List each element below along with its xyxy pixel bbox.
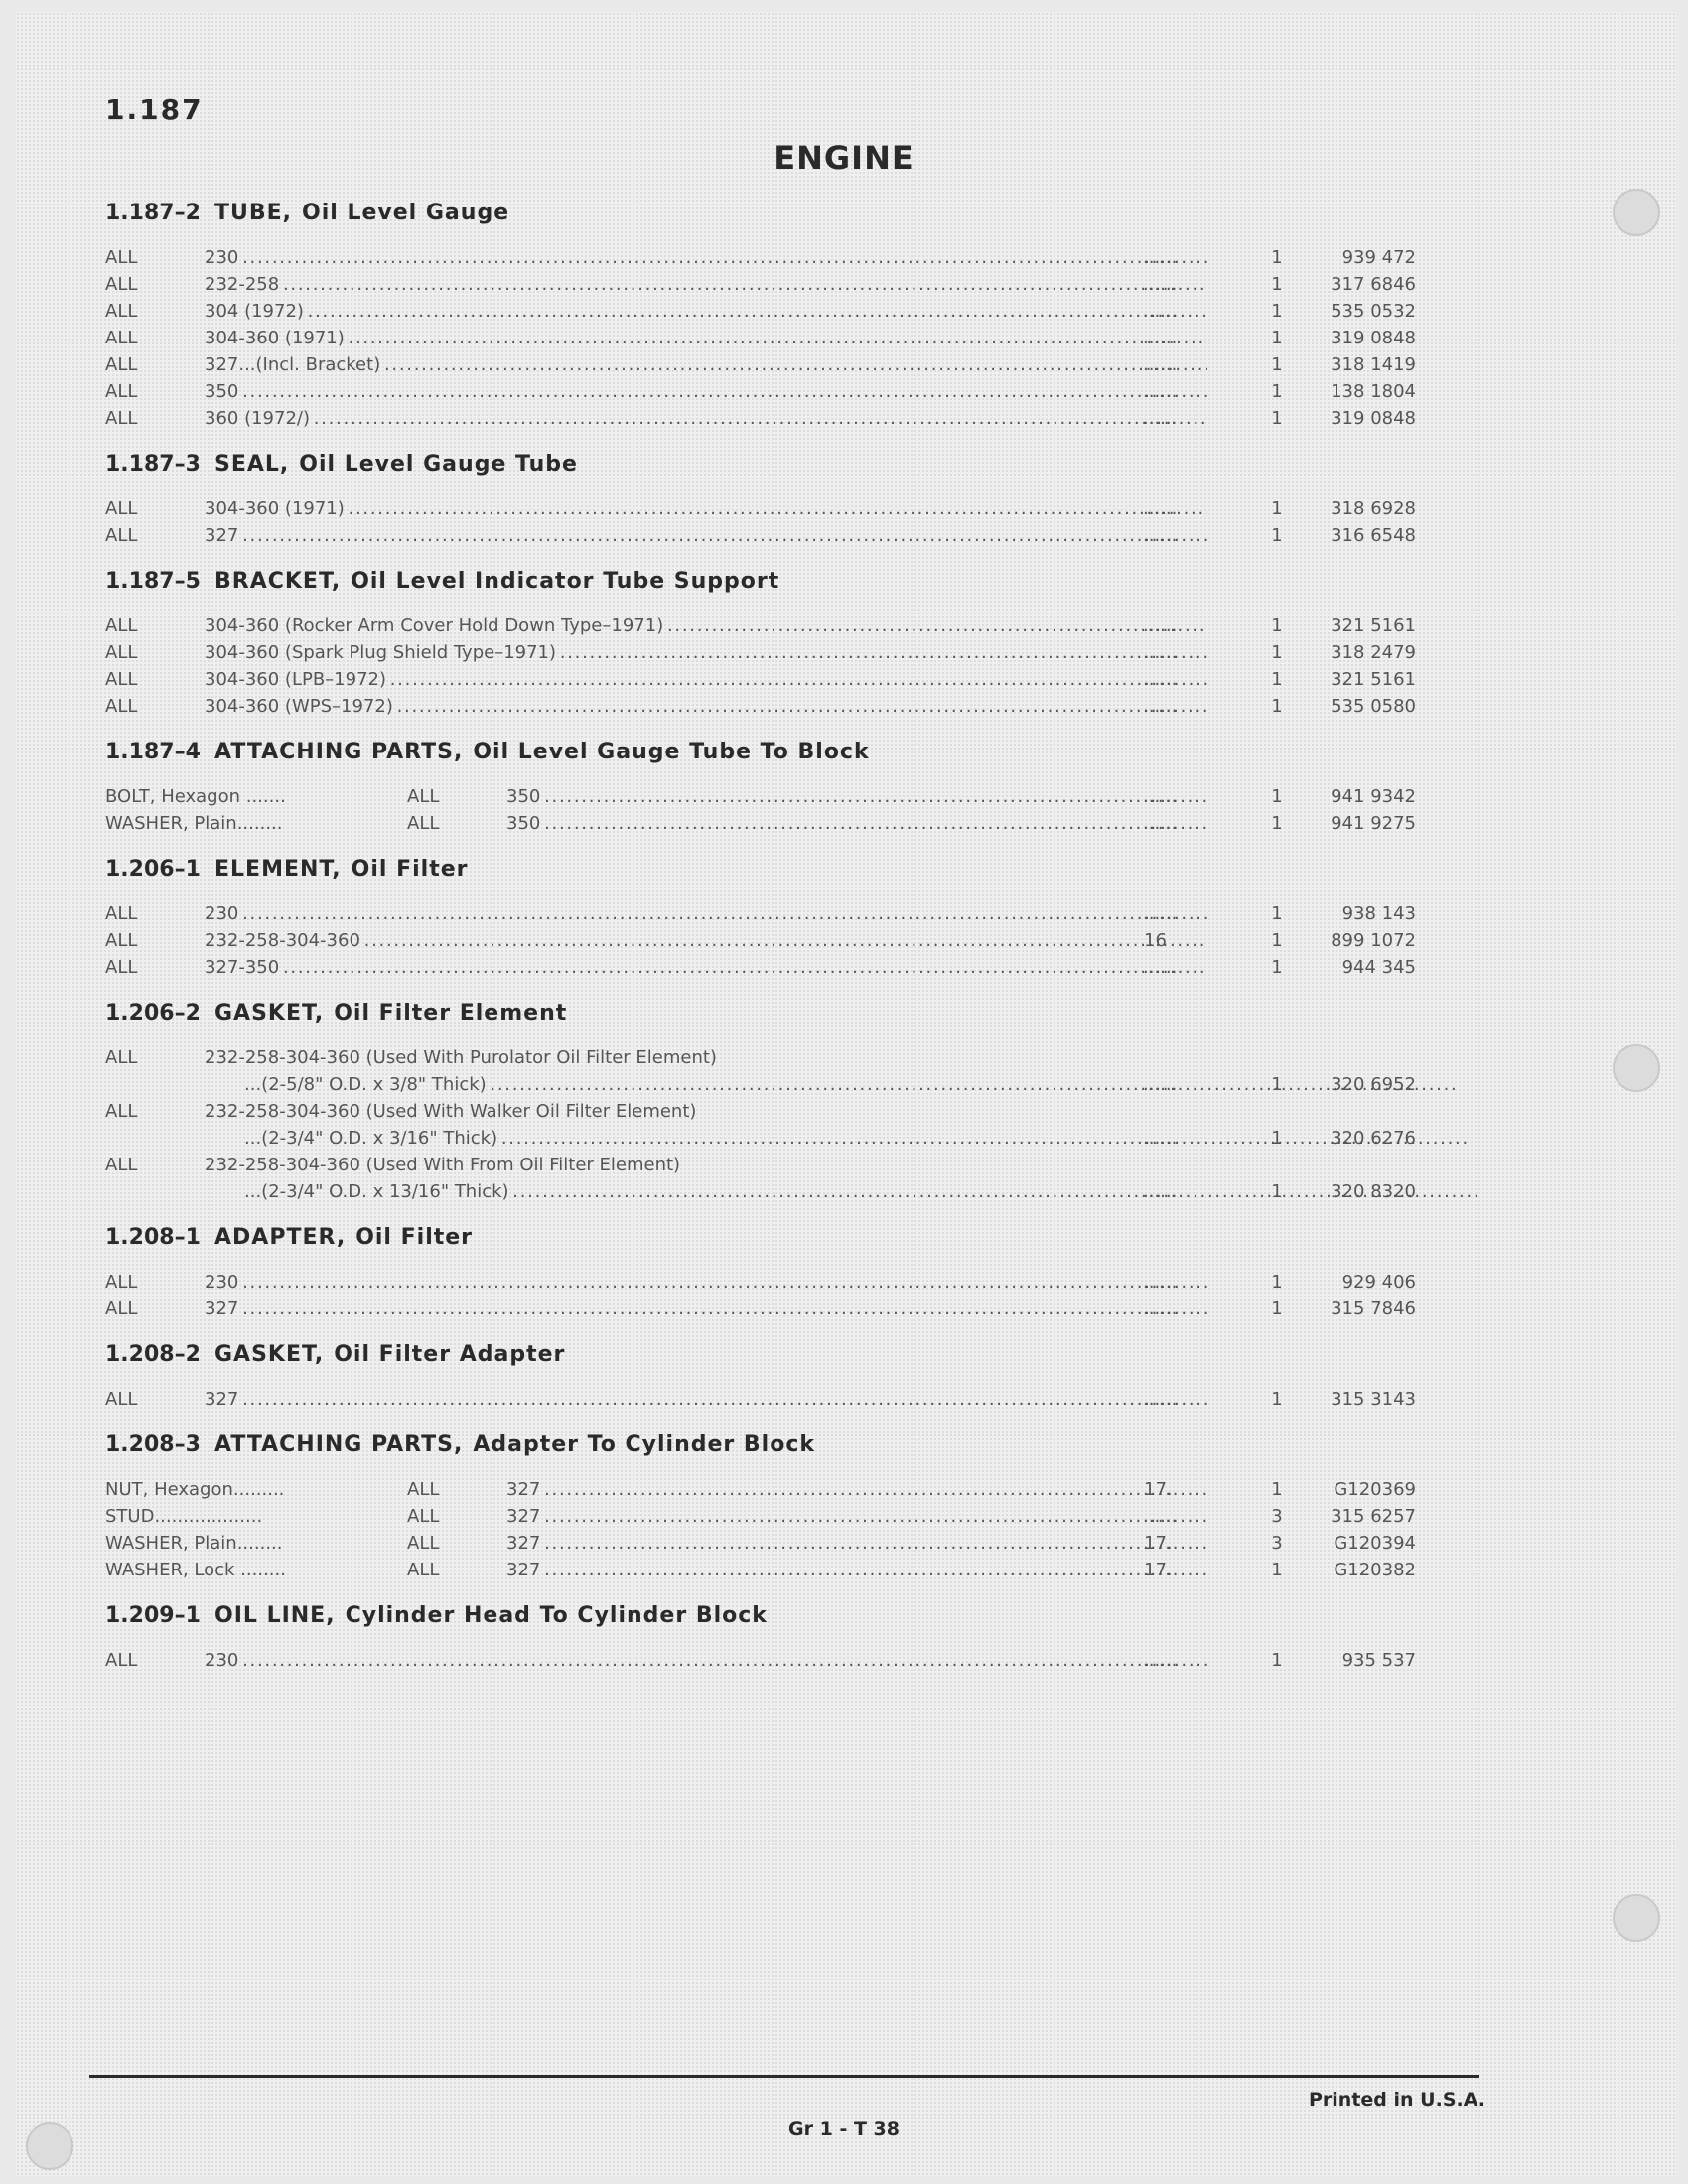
quantity: 3	[1271, 1533, 1283, 1554]
quantity: 1	[1271, 301, 1283, 322]
part-name: WASHER, Plain........	[105, 813, 283, 834]
quantity: 1	[1271, 903, 1283, 924]
part-number: G120394	[1334, 1533, 1416, 1554]
part-description: 230 . . .	[205, 1269, 1207, 1296]
section-heading	[105, 736, 1426, 769]
section-description: Oil Level Gauge	[302, 201, 510, 225]
section-number: 1.187–4	[105, 740, 201, 764]
quantity: 1	[1271, 615, 1283, 636]
quantity: 1	[1271, 669, 1283, 690]
quantity: 1	[1271, 957, 1283, 978]
dot-leader: ......	[1143, 498, 1178, 519]
part-number: 944 345	[1341, 957, 1416, 978]
section-description: Adapter To Cylinder Block	[473, 1433, 816, 1457]
model-applicability: ALL	[105, 274, 138, 295]
model-applicability: ALL	[105, 498, 138, 519]
part-description: 304-360 (1971) . . .	[205, 495, 1207, 522]
model-applicability: ALL	[105, 1047, 138, 1068]
parts-rows	[105, 495, 1426, 549]
model-applicability: ALL	[105, 930, 138, 951]
model-applicability: ALL	[105, 615, 138, 636]
parts-rows	[105, 1647, 1426, 1674]
table-row	[105, 1296, 1426, 1322]
table-row	[105, 1386, 1426, 1413]
section-number: 1.206–2	[105, 1001, 201, 1025]
parts-rows	[105, 244, 1426, 432]
table-row	[105, 1530, 1426, 1557]
table-row	[105, 1152, 1426, 1205]
table-row	[105, 693, 1426, 720]
table-row	[105, 639, 1426, 666]
table-row	[105, 1098, 1426, 1152]
part-description: 230 . . .	[205, 244, 1207, 271]
section-heading	[105, 1599, 1426, 1633]
model-applicability: ALL	[105, 525, 138, 546]
footer-rule	[89, 2075, 1479, 2078]
dot-leader: ......	[1143, 786, 1178, 807]
quantity: 1	[1271, 247, 1283, 268]
dot-leader: ......	[1143, 525, 1178, 546]
part-description: 230 . . .	[205, 1647, 1207, 1674]
part-number: 320 6952	[1331, 1074, 1416, 1095]
part-number: 899 1072	[1331, 930, 1416, 951]
dot-leader: ......	[1143, 1506, 1178, 1527]
section-description: Oil Level Indicator Tube Support	[351, 569, 780, 594]
section-heading	[105, 565, 1426, 599]
table-row	[105, 1647, 1426, 1674]
part-description: 327 . . .	[205, 522, 1207, 549]
model-applicability: ALL	[105, 354, 138, 375]
table-row	[105, 1269, 1426, 1296]
quantity: 1	[1271, 408, 1283, 429]
table-row	[105, 298, 1426, 325]
section-number: 1.187–2	[105, 201, 201, 225]
model-applicability: ALL	[407, 1506, 440, 1527]
part-name: STUD...................	[105, 1506, 263, 1527]
table-row	[105, 1557, 1426, 1583]
part-number: 320 8320	[1331, 1181, 1416, 1202]
section-description: Cylinder Head To Cylinder Block	[345, 1603, 768, 1628]
part-number: 938 143	[1341, 903, 1416, 924]
part-description-continued: ...(2-3/4" O.D. x 13/16" Thick) . . .	[244, 1178, 1477, 1205]
section-heading	[105, 1338, 1426, 1372]
part-description: 304-360 (Rocker Arm Cover Hold Down Type–1971) . . .	[205, 613, 1207, 639]
figure-reference: 17.	[1144, 1533, 1173, 1554]
section-number: 1.208–1	[105, 1225, 201, 1250]
dot-leader: ......	[1143, 1074, 1178, 1095]
table-row	[105, 666, 1426, 693]
model-applicability: ALL	[407, 1533, 440, 1554]
part-number: G120369	[1334, 1479, 1416, 1500]
model-applicability: ALL	[105, 408, 138, 429]
quantity: 1	[1271, 1272, 1283, 1293]
quantity: 1	[1271, 1560, 1283, 1580]
model-applicability: ALL	[105, 903, 138, 924]
figure-reference: 16	[1144, 930, 1167, 951]
model-applicability: ALL	[105, 328, 138, 348]
model-applicability: ALL	[105, 957, 138, 978]
page-title: ENGINE	[774, 139, 914, 177]
part-number: 535 0580	[1331, 696, 1416, 717]
part-description: 327 . . .	[205, 1296, 1207, 1322]
parts-section	[105, 736, 1426, 837]
dot-leader: ......	[1143, 642, 1178, 663]
table-row	[105, 325, 1426, 351]
quantity: 1	[1271, 274, 1283, 295]
part-description: 230 . . .	[205, 900, 1207, 927]
part-description: 350 . . .	[506, 783, 1207, 810]
part-number: 319 0848	[1331, 408, 1416, 429]
part-number: 138 1804	[1331, 381, 1416, 402]
section-number: 1.208–3	[105, 1433, 201, 1457]
part-description: 304-360 (LPB–1972) . . .	[205, 666, 1207, 693]
parts-rows	[105, 1269, 1426, 1322]
quantity: 1	[1271, 1298, 1283, 1319]
model-applicability: ALL	[105, 1389, 138, 1410]
part-number: 535 0532	[1331, 301, 1416, 322]
part-description: 327 . . .	[506, 1530, 1207, 1557]
section-description: Oil Filter	[351, 857, 469, 882]
model-applicability: ALL	[407, 813, 440, 834]
section-description: Oil Level Gauge Tube	[299, 452, 578, 477]
section-part-name: ATTACHING PARTS,	[214, 1433, 464, 1457]
part-name: BOLT, Hexagon .......	[105, 786, 286, 807]
dot-leader: ......	[1143, 1298, 1178, 1319]
model-applicability: ALL	[105, 381, 138, 402]
quantity: 1	[1271, 813, 1283, 834]
section-number: 1.209–1	[105, 1603, 201, 1628]
section-heading	[105, 853, 1426, 887]
table-row	[105, 244, 1426, 271]
part-number: 315 6257	[1331, 1506, 1416, 1527]
parts-section	[105, 197, 1426, 432]
model-applicability: ALL	[105, 696, 138, 717]
section-part-name: BRACKET,	[214, 569, 342, 594]
table-row	[105, 405, 1426, 432]
parts-section	[105, 448, 1426, 549]
section-part-name: GASKET,	[214, 1342, 325, 1367]
part-name: WASHER, Plain........	[105, 1533, 283, 1554]
model-applicability: ALL	[105, 642, 138, 663]
quantity: 1	[1271, 930, 1283, 951]
table-row	[105, 613, 1426, 639]
dot-leader: ......	[1143, 1650, 1178, 1671]
part-number: 939 472	[1341, 247, 1416, 268]
parts-section	[105, 1221, 1426, 1322]
table-row	[105, 495, 1426, 522]
parts-rows	[105, 1386, 1426, 1413]
quantity: 1	[1271, 354, 1283, 375]
parts-section	[105, 997, 1426, 1205]
part-description: 304-360 (Spark Plug Shield Type–1971) . . .	[205, 639, 1207, 666]
quantity: 1	[1271, 786, 1283, 807]
section-heading	[105, 448, 1426, 481]
part-description: 232-258-304-360 . . .	[205, 927, 1207, 954]
parts-section	[105, 565, 1426, 720]
figure-reference: 17.	[1144, 1479, 1173, 1500]
page-ref: 1.187	[105, 93, 204, 126]
model-applicability: ALL	[105, 1298, 138, 1319]
binder-hole	[1613, 1894, 1660, 1942]
part-name: NUT, Hexagon.........	[105, 1479, 285, 1500]
section-part-name: OIL LINE,	[214, 1603, 336, 1628]
quantity: 1	[1271, 1479, 1283, 1500]
parts-section	[105, 1429, 1426, 1583]
quantity: 3	[1271, 1506, 1283, 1527]
quantity: 1	[1271, 525, 1283, 546]
quantity: 1	[1271, 1128, 1283, 1149]
section-heading	[105, 1221, 1426, 1255]
table-row	[105, 522, 1426, 549]
figure-reference: 17.	[1144, 1560, 1173, 1580]
table-row	[105, 927, 1426, 954]
parts-rows	[105, 613, 1426, 720]
section-heading	[105, 197, 1426, 230]
table-row	[105, 351, 1426, 378]
dot-leader: ......	[1143, 1389, 1178, 1410]
parts-rows	[105, 1476, 1426, 1583]
table-row	[105, 1044, 1426, 1098]
dot-leader: ......	[1143, 328, 1178, 348]
quantity: 1	[1271, 642, 1283, 663]
part-description: 327...(Incl. Bracket) . . .	[205, 351, 1207, 378]
part-number: 318 2479	[1331, 642, 1416, 663]
quantity: 1	[1271, 696, 1283, 717]
dot-leader: ......	[1143, 615, 1178, 636]
dot-leader: ......	[1143, 1128, 1178, 1149]
dot-leader: ......	[1143, 1181, 1178, 1202]
page-number: Gr 1 - T 38	[788, 2118, 900, 2140]
quantity: 1	[1271, 1074, 1283, 1095]
part-description-continued: ...(2-3/4" O.D. x 3/16" Thick) . . .	[244, 1125, 1466, 1152]
part-number: 941 9342	[1331, 786, 1416, 807]
dot-leader: ......	[1143, 408, 1178, 429]
model-applicability: ALL	[105, 1101, 138, 1122]
quantity: 1	[1271, 1650, 1283, 1671]
section-heading	[105, 1429, 1426, 1462]
part-number: 319 0848	[1331, 328, 1416, 348]
model-applicability: ALL	[407, 1560, 440, 1580]
model-applicability: ALL	[407, 786, 440, 807]
part-number: 321 5161	[1331, 615, 1416, 636]
dot-leader: ......	[1143, 301, 1178, 322]
dot-leader: ......	[1143, 1272, 1178, 1293]
section-number: 1.187–3	[105, 452, 201, 477]
section-number: 1.206–1	[105, 857, 201, 882]
part-number: 318 1419	[1331, 354, 1416, 375]
section-heading	[105, 997, 1426, 1030]
part-description: 232-258 . . .	[205, 271, 1207, 298]
parts-section	[105, 1338, 1426, 1413]
model-applicability: ALL	[105, 1650, 138, 1671]
part-description: 304-360 (WPS–1972) . . .	[205, 693, 1207, 720]
quantity: 1	[1271, 1181, 1283, 1202]
model-applicability: ALL	[105, 247, 138, 268]
section-part-name: TUBE,	[214, 201, 293, 225]
section-part-name: GASKET,	[214, 1001, 325, 1025]
section-part-name: ELEMENT,	[214, 857, 342, 882]
part-description: 232-258-304-360 (Used With Purolator Oil Filter Element)	[205, 1047, 717, 1068]
section-number: 1.208–2	[105, 1342, 201, 1367]
quantity: 1	[1271, 381, 1283, 402]
parts-rows	[105, 1044, 1426, 1205]
part-number: 318 6928	[1331, 498, 1416, 519]
section-description: Oil Filter Element	[334, 1001, 568, 1025]
printed-note: Printed in U.S.A.	[1309, 2089, 1485, 2111]
parts-section	[105, 1599, 1426, 1674]
quantity: 1	[1271, 328, 1283, 348]
dot-leader: ......	[1143, 957, 1178, 978]
part-description: 350 . . .	[205, 378, 1207, 405]
model-applicability: ALL	[407, 1479, 440, 1500]
part-number: 929 406	[1341, 1272, 1416, 1293]
model-applicability: ALL	[105, 669, 138, 690]
parts-section	[105, 853, 1426, 981]
table-row	[105, 1476, 1426, 1503]
model-applicability: ALL	[105, 1155, 138, 1175]
part-number: 316 6548	[1331, 525, 1416, 546]
part-name: WASHER, Lock ........	[105, 1560, 286, 1580]
parts-list	[105, 197, 1426, 1690]
part-number: 321 5161	[1331, 669, 1416, 690]
section-description: Oil Filter Adapter	[334, 1342, 566, 1367]
dot-leader: ......	[1143, 381, 1178, 402]
part-description: 327 . . .	[506, 1503, 1207, 1530]
table-row	[105, 378, 1426, 405]
part-number: 315 3143	[1331, 1389, 1416, 1410]
part-description: 360 (1972/) . . .	[205, 405, 1207, 432]
table-row	[105, 954, 1426, 981]
dot-leader: ......	[1143, 354, 1178, 375]
part-description: 327 . . .	[506, 1557, 1207, 1583]
part-description: 327-350 . . .	[205, 954, 1207, 981]
part-description-continued: ...(2-5/8" O.D. x 3/8" Thick) . . .	[244, 1071, 1455, 1098]
dot-leader: ......	[1143, 813, 1178, 834]
parts-rows	[105, 900, 1426, 981]
table-row	[105, 810, 1426, 837]
part-description: 304-360 (1971) . . .	[205, 325, 1207, 351]
part-number: G120382	[1334, 1560, 1416, 1580]
part-number: 315 7846	[1331, 1298, 1416, 1319]
model-applicability: ALL	[105, 1272, 138, 1293]
dot-leader: ......	[1143, 669, 1178, 690]
binder-hole	[1613, 1044, 1660, 1092]
part-number: 320 6276	[1331, 1128, 1416, 1149]
part-description: 304 (1972) . . .	[205, 298, 1207, 325]
quantity: 1	[1271, 1389, 1283, 1410]
part-description: 327 . . .	[205, 1386, 1207, 1413]
section-description: Oil Filter	[355, 1225, 474, 1250]
section-part-name: ADAPTER,	[214, 1225, 347, 1250]
quantity: 1	[1271, 498, 1283, 519]
table-row	[105, 1503, 1426, 1530]
part-number: 317 6846	[1331, 274, 1416, 295]
binder-hole	[1613, 189, 1660, 236]
part-number: 941 9275	[1331, 813, 1416, 834]
model-applicability: ALL	[105, 301, 138, 322]
section-number: 1.187–5	[105, 569, 201, 594]
dot-leader: ......	[1143, 274, 1178, 295]
part-number: 935 537	[1341, 1650, 1416, 1671]
parts-rows	[105, 783, 1426, 837]
dot-leader: ......	[1143, 247, 1178, 268]
dot-leader: ......	[1143, 903, 1178, 924]
section-part-name: ATTACHING PARTS,	[214, 740, 464, 764]
section-part-name: SEAL,	[214, 452, 290, 477]
table-row	[105, 783, 1426, 810]
table-row	[105, 900, 1426, 927]
part-description: 350 . . .	[506, 810, 1207, 837]
table-row	[105, 271, 1426, 298]
part-description: 327 . . .	[506, 1476, 1207, 1503]
part-description: 232-258-304-360 (Used With Walker Oil Filter Element)	[205, 1101, 697, 1122]
dot-leader: ......	[1143, 696, 1178, 717]
section-description: Oil Level Gauge Tube To Block	[473, 740, 870, 764]
part-description: 232-258-304-360 (Used With From Oil Filter Element)	[205, 1155, 681, 1175]
